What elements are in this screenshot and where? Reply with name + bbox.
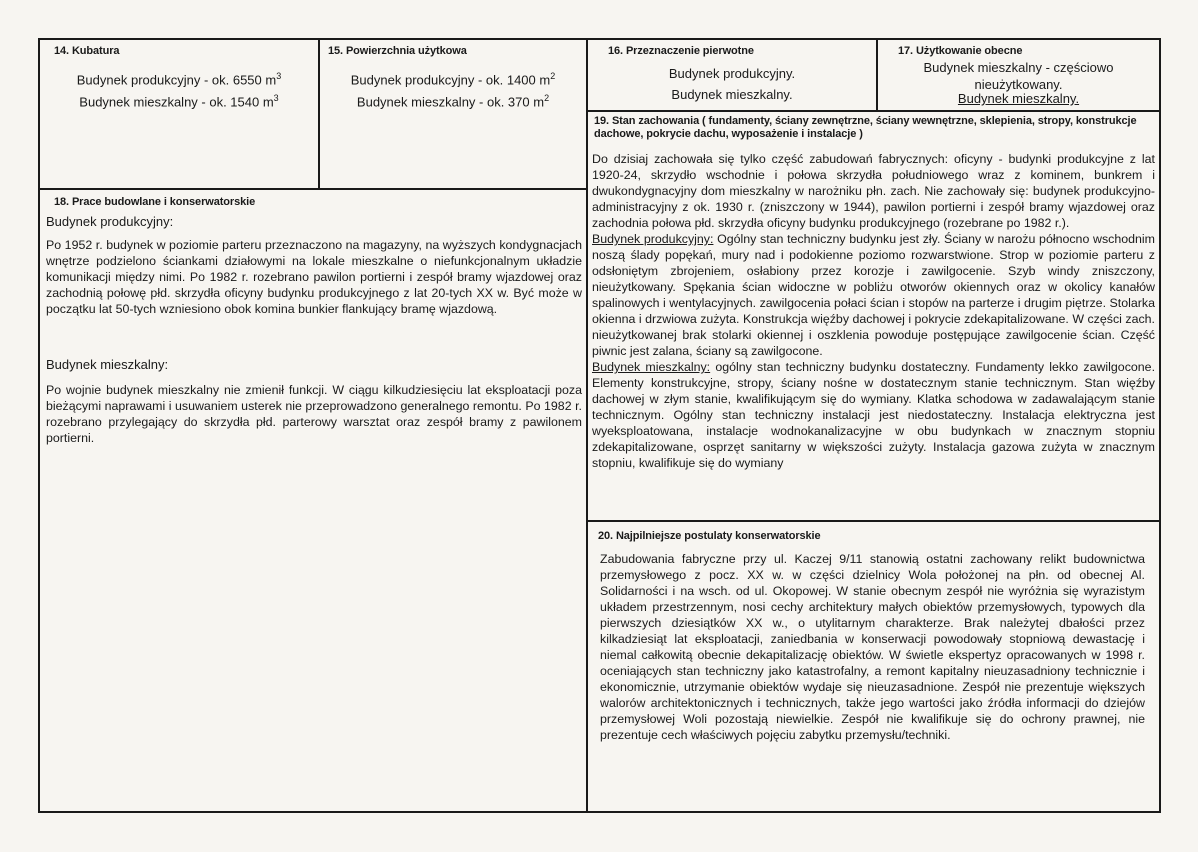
section-header: 14. Kubatura bbox=[54, 45, 120, 57]
paragraph: Po wojnie budynek mieszkalny nie zmienił funkcji. W ciągu kilkudziesięciu lat eksploatacji poza bieżącymi naprawami i usuwaniem usterek nie przeprowadzono generalnego remontu. Po 1982 r. rozebrano przylegający do skrzydła płd. parterowy warsztat oraz zespół bramy z pawilonem portierni. bbox=[46, 383, 582, 445]
value-lines bbox=[588, 63, 876, 105]
subheading-inline: Budynek mieszkalny: bbox=[592, 360, 711, 374]
value-lines bbox=[878, 59, 1159, 107]
paragraph: Budynek mieszkalny: ogólny stan techniczny budynku dostateczny. Fundamenty lekko zawilgocone. Elementy konstrukcyjne, stropy, ściany nośne w dostatecznym stanie technicznym. Stan więźby dachowej w złym stanie, kwalifikującym się do wymiany. Klatka schodowa w zadawalającym stanie technicznym. Ogólny stan techniczny instalacji jest niedostateczny. Instalacja elektryczna jest wyeksploatowana, instalacje wodnokanalizacyjne w obu budynkach w znacznym stopniu zdekapitalizowane, osprzęt sanitarny w większości zużyty. Instalacja gazowa zużyta w znacznym stopniu, kwalifikuje się do wymiany bbox=[592, 360, 1156, 470]
paragraph: Do dzisiaj zachowała się tylko część zabudowań fabrycznych: oficyny - budynki produkcyjne z lat 1920-24, skrzydło wschodnie i połowa skrzydła południowego wraz z kominem, bunkrem i dwukondygnacyjny dom mieszkalny w narożniku płn. zach. Nie zachowały się: budynek produkcyjno-administracyjny z ok. 1930 r. (zniszczony w 1944), pawilon portierni i zespół bramy wjazdowej oraz zachodnia połowa płd. skrzydła oficyny budynku produkcyjnego (rozebrane po 1982 r.). bbox=[592, 152, 1155, 230]
value-line: Budynek mieszkalny - ok. 370 $m^2$ bbox=[356, 93, 550, 110]
value-line: nieużytkowany. bbox=[974, 77, 1063, 92]
section-header: 16. Przeznaczenie pierwotne bbox=[608, 45, 754, 57]
subheading: Budynek mieszkalny: bbox=[46, 357, 169, 372]
section-prace bbox=[38, 188, 588, 813]
section-przeznaczenie bbox=[586, 38, 878, 112]
section-header: 15. Powierzchnia użytkowa bbox=[328, 45, 467, 57]
subheading-inline: Budynek produkcyjny: bbox=[592, 232, 714, 246]
value-line: Budynek produkcyjny. bbox=[668, 66, 796, 81]
section-body bbox=[40, 208, 586, 446]
paragraph: Budynek produkcyjny: Ogólny stan techniczny budynku jest zły. Ściany w narożu północno wschodnim noszą ślady popękań, mury nad i podokienne poziomo rozwarstwione. Strop w poziomie parteru z odsłoniętym zbrojeniem, osłabiony przez korozje i zawilgocenie. Szyb windy zniszczony, nieużytkowany. Spękania ścian widoczne w pobliżu otworów okiennych oraz w okolicy kanałów spalinowych i wentylacyjnych. zawilgocenia połaci ścian i stopów na parterze i drugim piętrze. Stolarka okienna i drzwiowa zużyta. Konstrukcja więźby dachowej i pokrycie zdekapitalizowane. W części zach. nieużytkowanej brak stolarki okiennej i oszklenia powoduje postępujące zawilgocenie ścian. Część piwnic jest zalana, ściany są zawilgocone. bbox=[592, 232, 1155, 358]
section-header: 18. Prace budowlane i konserwatorskie bbox=[54, 196, 256, 208]
value-line: Budynek produkcyjny - ok. 6550 $m^3$ bbox=[76, 71, 282, 88]
value-lines bbox=[320, 67, 586, 112]
value-line: Budynek mieszkalny - ok. 1540 $m^3$ bbox=[79, 93, 279, 110]
value-line: Budynek mieszkalny. bbox=[671, 87, 793, 102]
section-header: 17. Użytkowanie obecne bbox=[898, 45, 1023, 57]
section-header: 20. Najpilniejsze postulaty konserwatorskie bbox=[598, 530, 821, 542]
section-uzytkowanie bbox=[876, 38, 1161, 112]
section-postulaty bbox=[586, 520, 1161, 813]
section-header: 19. Stan zachowania ( fundamenty, ściany zewnętrzne, ściany wewnętrzne, sklepienia, stropy, konstrukcje dachowe, pokrycie dachu, wyposażenie i instalacje ) bbox=[594, 115, 1137, 140]
paragraph: Po 1952 r. budynek w poziomie parteru przeznaczono na magazyny, na wyższych kondygnacjach wnętrze podzielono ściankami działowymi na lokale mieszkalne o niefunkcjonalnym układzie komunikacji między nimi. Po 1982 r. rozebrano pawilon portierni i zespół bramy wjazdowej oraz zachodnią połowę płd. skrzydła oficyny budynku produkcyjnego z lat 20-tych XX w. Być może w początku lat 50-tych wzniesiono obok komina bunkier flankujący bramę wjazdową. bbox=[46, 238, 582, 316]
section-kubatura bbox=[38, 38, 320, 190]
paragraph: Zabudowania fabryczne przy ul. Kaczej 9/11 stanowią ostatni zachowany relikt budownictwa przemysłowego z pocz. XX w. w części dzielnicy Wola położonej na płn. od obecnej Al. Solidarności i na wsch. od ul. Okopowej. W stanie obecnym zespół nie wyróżnia się wyrazistym układem przestrzennym, nosi cechy architektury małych obiektów przemysłowych, typowych dla pierwszych dziesiątków XX w., o utylitarnym charakterze. Brak należytej dbałości przez kilkadziesiąt lat eksploatacji, zaniedbania w konserwacji powodowały stopniową dewastację i niemal całkowitą obecnie dekapitalizację obiektów. W świetle ekspertyz opracowanych w 1998 r. oceniających stan techniczny jako katastrofalny, a remont kapitalny nieuzasadniony technicznie i ekonomicznie, utrzymanie obiektów wydaje się nieuzasadnione. Zespół nie prezentuje większych walorów architektonicznych i technicznych, także jego wartości jako źródła informacji do dziejów przemysłowej Woli pozostają niewielkie. Zespół nie kwalifikuje się do ochrony prawnej, nie prezentuje cech właściwych pojęciu zabytku przemysłu/techniki. bbox=[600, 552, 1145, 742]
value-line: Budynek mieszkalny - częściowo bbox=[923, 60, 1114, 75]
value-line: Budynek mieszkalny. bbox=[957, 91, 1080, 106]
value-lines bbox=[40, 67, 318, 112]
section-stan bbox=[586, 110, 1161, 522]
value-line: Budynek produkcyjny - ok. 1400 $m^2$ bbox=[350, 71, 556, 88]
subheading: Budynek produkcyjny: bbox=[46, 214, 174, 229]
section-powierzchnia bbox=[318, 38, 588, 190]
